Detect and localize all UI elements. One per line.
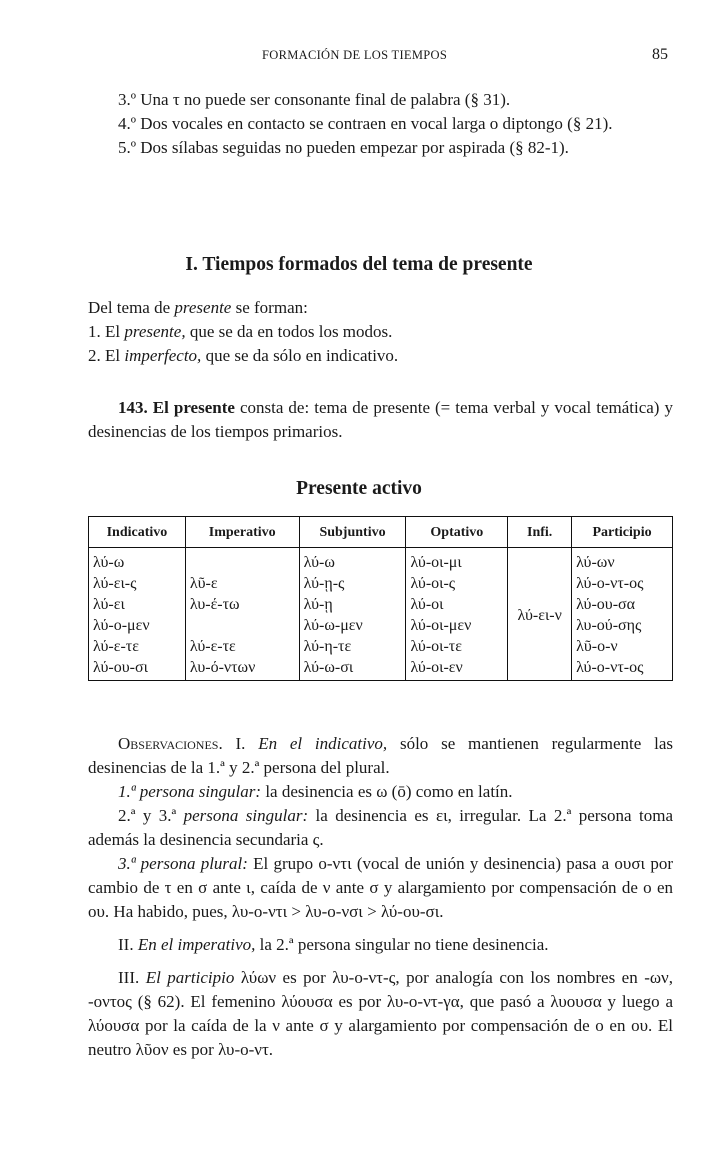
table-title: Presente activo xyxy=(296,478,422,499)
table-body-row xyxy=(89,548,673,681)
intro-line: Del tema de presente se forman: xyxy=(88,298,308,317)
observaciones xyxy=(88,732,673,1062)
intro-paragraph xyxy=(88,296,673,368)
indicativo-cell: λύ-ω λύ-ει-ς λύ-ει λύ-ο-μεν λύ-ε-τε λύ-ου-σι xyxy=(89,548,186,681)
rule-item: 5.º Dos sílabas seguidas no pueden empezar por aspirada (§ 82-1). xyxy=(118,138,569,157)
intro-item: 1. El presente, que se da en todos los modos. xyxy=(88,322,393,341)
infinitivo-cell: λύ-ει-ν xyxy=(508,548,572,681)
observation-3: III. El participio λύων es por λυ-ο-ντ-ς, por analogía con los nombres en -ων, -οντος (§ 62). El femenino λύουσα es por λυ-ο-ντ-γα, que pasó a λυουσα y luego a λύουσα por la caída de la ν ante σ y alargamiento por compensación de ο en ου. El neutro λῦον es por λυ-ο-ντ. xyxy=(88,968,673,1059)
col-header: Imperativo xyxy=(185,517,299,548)
rule-item: 4.º Dos vocales en contacto se contraen en vocal larga o diptongo (§ 21). xyxy=(118,114,613,133)
col-header: Optativo xyxy=(406,517,508,548)
observation-sub: 1.ª persona singular: la desinencia es ω (ō) como en latín. xyxy=(118,782,513,801)
table-header-row xyxy=(89,517,673,548)
subjuntivo-cell: λύ-ω λύ-ῃ-ς λύ-ῃ λύ-ω-μεν λύ-η-τε λύ-ω-σι xyxy=(299,548,406,681)
col-header: Participio xyxy=(572,517,673,548)
rule-list xyxy=(88,88,673,160)
participio-cell: λύ-ων λύ-ο-ντ-ος λύ-ου-σα λυ-ού-σης λῦ-ο-ν λύ-ο-ντ-ος xyxy=(572,548,673,681)
conjugation-table xyxy=(88,516,673,681)
page-number: 85 xyxy=(652,46,668,63)
running-head-title: FORMACIÓN DE LOS TIEMPOS xyxy=(262,48,448,62)
observation-1: Observaciones. I. En el indicativo, sólo se mantienen regularmente las desinencias de la 1.ª y 2.ª persona del plural. xyxy=(88,734,673,777)
observation-2: II. En el imperativo, la 2.ª persona singular no tiene desinencia. xyxy=(118,935,549,954)
rule-item: 3.º Una τ no puede ser consonante final de palabra (§ 31). xyxy=(118,90,511,109)
col-header: Infi. xyxy=(508,517,572,548)
col-header: Subjuntivo xyxy=(299,517,406,548)
intro-item: 2. El imperfecto, que se da sólo en indicativo. xyxy=(88,346,399,365)
optativo-cell: λύ-οι-μι λύ-οι-ς λύ-οι λύ-οι-μεν λύ-οι-τε λύ-οι-εν xyxy=(406,548,508,681)
paragraph-143: 143. El presente consta de: tema de presente (= tema verbal y vocal temática) y desinencias de los tiempos primarios. xyxy=(88,398,673,441)
col-header: Indicativo xyxy=(89,517,186,548)
paragraph-number: 143. xyxy=(118,398,148,417)
paragraph-keyword: El presente xyxy=(147,398,235,417)
observation-sub: 3.ª persona plural: El grupo ο-ντι (vocal de unión y desinencia) pasa a ουσι por cambio de τ en σ ante ι, caída de ν ante σ y alargamiento por compensación de ο en ου. Ha habido, pues, λυ-ο-ντι > λυ-ο-νσι > λύ-ου-σι. xyxy=(88,854,673,921)
section-heading: I. Tiempos formados del tema de presente xyxy=(185,254,533,275)
observation-sub: 2.ª y 3.ª persona singular: la desinencia es ει, irregular. La 2.ª persona toma además la desinencia secundaria ς. xyxy=(88,806,673,849)
imperativo-cell: λῦ-ε λυ-έ-τω λύ-ε-τε λυ-ό-ντων xyxy=(185,548,299,681)
